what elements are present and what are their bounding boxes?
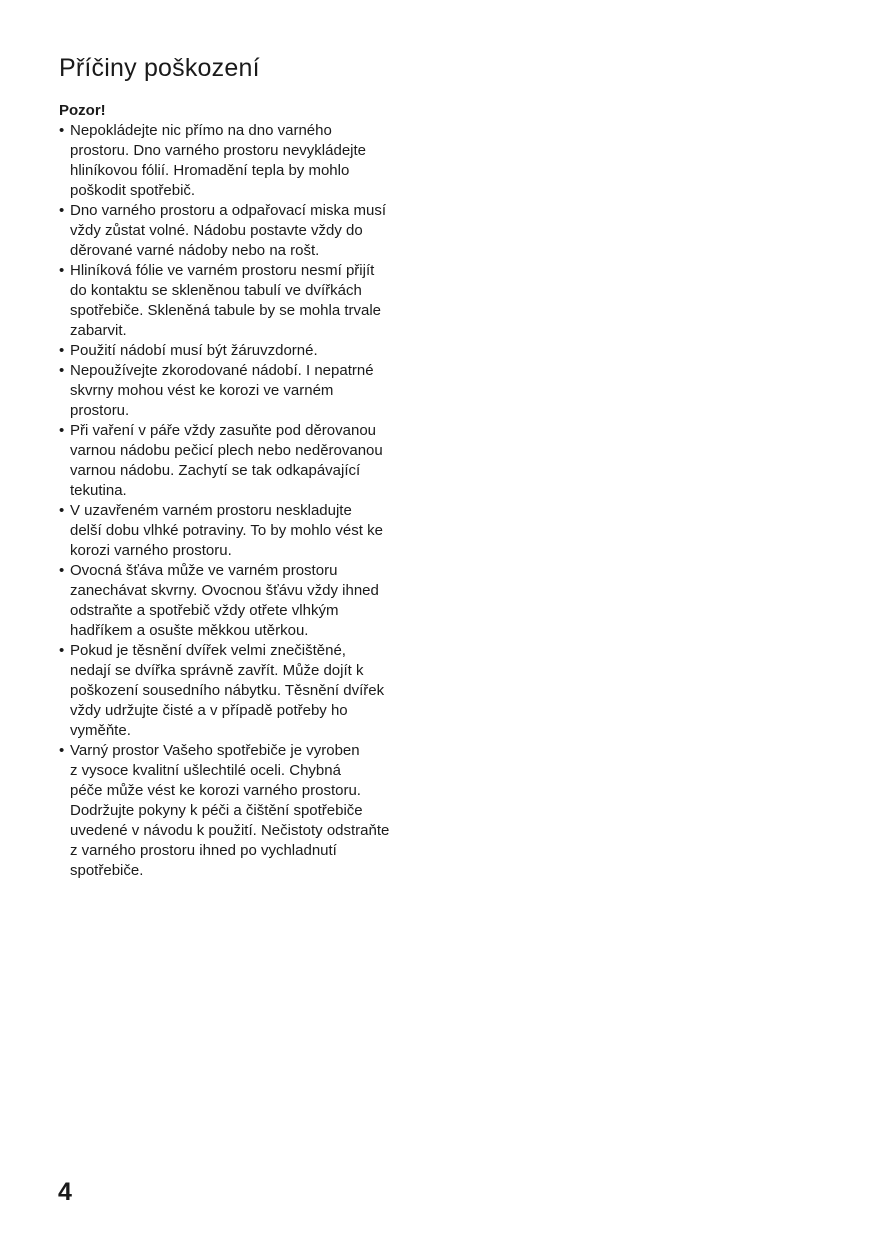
bullet-marker: • <box>59 122 65 139</box>
warning-item <box>59 641 431 741</box>
warning-item <box>59 121 431 201</box>
bullet-marker: • <box>59 262 65 279</box>
warning-item-line: Nepoužívejte zkorodované nádobí. I nepatrné <box>70 362 374 379</box>
warning-item-line: vždy zůstat volné. Nádobu postavte vždy do <box>70 222 363 239</box>
warning-item <box>59 361 431 421</box>
warning-item <box>59 561 431 641</box>
warning-item-line: Dodržujte pokyny k péči a čištění spotřebiče <box>70 802 363 819</box>
warning-item <box>59 501 431 561</box>
bullet-marker: • <box>59 202 65 219</box>
warning-item-line: do kontaktu se skleněnou tabulí ve dvířkách <box>70 282 362 299</box>
warning-item-line: skvrny mohou vést ke korozi ve varném <box>70 382 334 399</box>
warning-item-line: Hliníková fólie ve varném prostoru nesmí přijít <box>70 262 375 279</box>
warning-item-text <box>70 121 366 201</box>
warning-item-line: děrované varné nádoby nebo na rošt. <box>70 242 320 259</box>
warning-list <box>59 121 431 881</box>
warning-item-line: Varný prostor Vašeho spotřebiče je vyroben <box>70 742 360 759</box>
warning-item-line: Pokud je těsnění dvířek velmi znečištěné, <box>70 642 346 659</box>
warning-item-text <box>70 741 389 881</box>
warning-item-line: poškodit spotřebič. <box>70 182 196 199</box>
warning-item-line: uvedené v návodu k použití. Nečistoty odstraňte <box>70 822 390 839</box>
warning-item-line: odstraňte a spotřebič vždy otřete vlhkým <box>70 602 339 619</box>
bullet-marker: • <box>59 642 65 659</box>
warning-item-line: varnou nádobu. Zachytí se tak odkapávající <box>70 462 361 479</box>
warning-item-text <box>70 421 383 501</box>
warning-item-line: z vysoce kvalitní ušlechtilé oceli. Chybná <box>70 762 341 779</box>
warning-item-line: korozi varného prostoru. <box>70 542 232 559</box>
bullet-marker: • <box>59 362 65 379</box>
warning-item-line: poškození sousedního nábytku. Těsnění dvířek <box>70 682 385 699</box>
warning-item-line: vždy udržujte čisté a v případě potřeby ho <box>70 702 348 719</box>
warning-item-line: nedají se dvířka správně zavřít. Může dojít k <box>70 662 364 679</box>
warning-item <box>59 741 431 881</box>
warning-item-line: varnou nádobu pečicí plech nebo neděrovanou <box>70 442 383 459</box>
bullet-marker: • <box>59 742 65 759</box>
page-number: 4 <box>58 1178 72 1206</box>
warning-item-line: tekutina. <box>70 482 127 499</box>
bullet-marker: • <box>59 342 65 359</box>
warning-item-line: delší dobu vlhké potraviny. To by mohlo vést ke <box>70 522 383 539</box>
warning-item-text <box>70 561 379 641</box>
warning-item-line: Použití nádobí musí být žáruvzdorné. <box>70 342 318 359</box>
bullet-marker: • <box>59 502 65 519</box>
warning-item <box>59 421 431 501</box>
warning-item-line: hliníkovou fólií. Hromadění tepla by mohlo <box>70 162 350 179</box>
warning-item-line: vyměňte. <box>70 722 131 739</box>
warning-item <box>59 201 431 261</box>
warning-item-line: péče může vést ke korozi varného prostoru. <box>70 782 361 799</box>
warning-item-line: Nepokládejte nic přímo na dno varného <box>70 122 332 139</box>
warning-item-line: z varného prostoru ihned po vychladnutí <box>70 842 337 859</box>
warning-item-text <box>70 261 381 341</box>
page-title: Příčiny poškození <box>59 54 260 82</box>
warning-item-text <box>70 201 386 261</box>
warning-item-text <box>70 501 383 561</box>
warning-item-line: zanechávat skvrny. Ovocnou šťávu vždy ihned <box>70 582 379 599</box>
warning-item-line: prostoru. <box>70 402 130 419</box>
warning-item-line: Při vaření v páře vždy zasuňte pod děrovanou <box>70 422 377 439</box>
warning-item-line: spotřebiče. <box>70 862 144 879</box>
warning-item <box>59 341 431 361</box>
warning-item-line: Ovocná šťáva může ve varném prostoru <box>70 562 338 579</box>
warning-item-text <box>70 341 318 361</box>
warning-item-line: zabarvit. <box>70 322 127 339</box>
warning-section <box>59 101 431 881</box>
warning-item <box>59 261 431 341</box>
warning-item-line: Dno varného prostoru a odpařovací miska musí <box>70 202 386 219</box>
warning-item-line: V uzavřeném varném prostoru neskladujte <box>70 502 352 519</box>
warning-item-line: prostoru. Dno varného prostoru nevykládejte <box>70 142 367 159</box>
warning-item-line: hadříkem a osušte měkkou utěrkou. <box>70 622 309 639</box>
warning-item-text <box>70 641 384 741</box>
bullet-marker: • <box>59 422 65 439</box>
warning-item-text <box>70 361 374 421</box>
bullet-marker: • <box>59 562 65 579</box>
warning-heading: Pozor! <box>59 102 106 119</box>
warning-item-line: spotřebiče. Skleněná tabule by se mohla trvale <box>70 302 382 319</box>
